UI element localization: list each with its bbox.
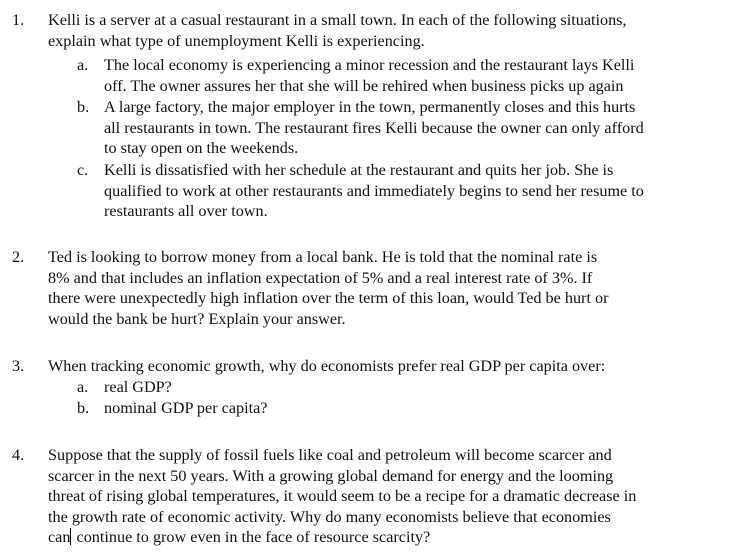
text-line: there were unexpectedly high inflation over the term of this loan, would Ted be hurt or xyxy=(48,289,609,307)
text-line: restaurants all over town. xyxy=(104,202,268,220)
text-line: qualified to work at other restaurants and immediately begins to send her resume to xyxy=(104,181,644,200)
text-line: When tracking economic growth, why do economists prefer real GDP per capita over: xyxy=(48,357,606,375)
text-line: The local economy is experiencing a minor recession and the restaurant lays Kelli xyxy=(104,56,635,74)
question-number: 4. xyxy=(12,446,25,464)
subitem-text xyxy=(104,398,734,419)
text-line: nominal GDP per capita? xyxy=(104,399,268,417)
subitem-text xyxy=(104,55,734,96)
text-line: A large factory, the major employer in the town, permanently closes and this hurts xyxy=(104,98,636,116)
text-line: Kelli is dissatisfied with her schedule at the restaurant and quits her job. She is xyxy=(104,161,614,179)
text-line-with-cursor xyxy=(48,527,738,548)
subitem-text xyxy=(104,97,734,159)
text-line: scarcer in the next 50 years. With a growing global demand for energy and the looming xyxy=(48,466,614,485)
text-line: all restaurants in town. The restaurant fires Kelli because the owner can only afford xyxy=(104,118,644,137)
subitem-letter: a. xyxy=(77,378,89,396)
question-number: 3. xyxy=(12,357,25,375)
question-text xyxy=(48,247,738,329)
question-text xyxy=(48,356,738,377)
text-line: explain what type of unemployment Kelli is experiencing. xyxy=(48,31,425,50)
subitem-letter: b. xyxy=(77,98,90,116)
text-line: Kelli is a server at a casual restaurant in a small town. In each of the following situations, xyxy=(48,11,627,29)
subitem-letter: b. xyxy=(77,399,90,417)
subitem-text xyxy=(104,377,734,398)
subitem-letter: c. xyxy=(77,161,89,179)
subitem-text xyxy=(104,160,734,222)
text-line: threat of rising global temperatures, it would seem to be a recipe for a dramatic decrease in xyxy=(48,487,637,505)
text-line: Suppose that the supply of fossil fuels like coal and petroleum will become scarcer and xyxy=(48,446,612,464)
question-text xyxy=(48,445,738,548)
text-line: the growth rate of economic activity. Why do many economists believe that economies xyxy=(48,507,611,526)
subitem-letter: a. xyxy=(77,56,89,74)
text-line: 8% and that includes an inflation expectation of 5% and a real interest rate of 3%. If xyxy=(48,268,593,287)
text-line: to stay open on the weekends. xyxy=(104,139,299,157)
text-fragment: can xyxy=(48,528,71,546)
text-line: Ted is looking to borrow money from a local bank. He is told that the nominal rate is xyxy=(48,248,598,266)
text-fragment: continue to grow even in the face of resource scarcity? xyxy=(72,528,431,546)
text-line: would the bank be hurt? Explain your answer. xyxy=(48,309,346,328)
question-number: 2. xyxy=(12,248,25,266)
question-text xyxy=(48,10,738,51)
text-line: off. The owner assures her that she will be rehired when business picks up again xyxy=(104,76,624,95)
question-number: 1. xyxy=(12,11,25,29)
text-line: real GDP? xyxy=(104,378,172,396)
